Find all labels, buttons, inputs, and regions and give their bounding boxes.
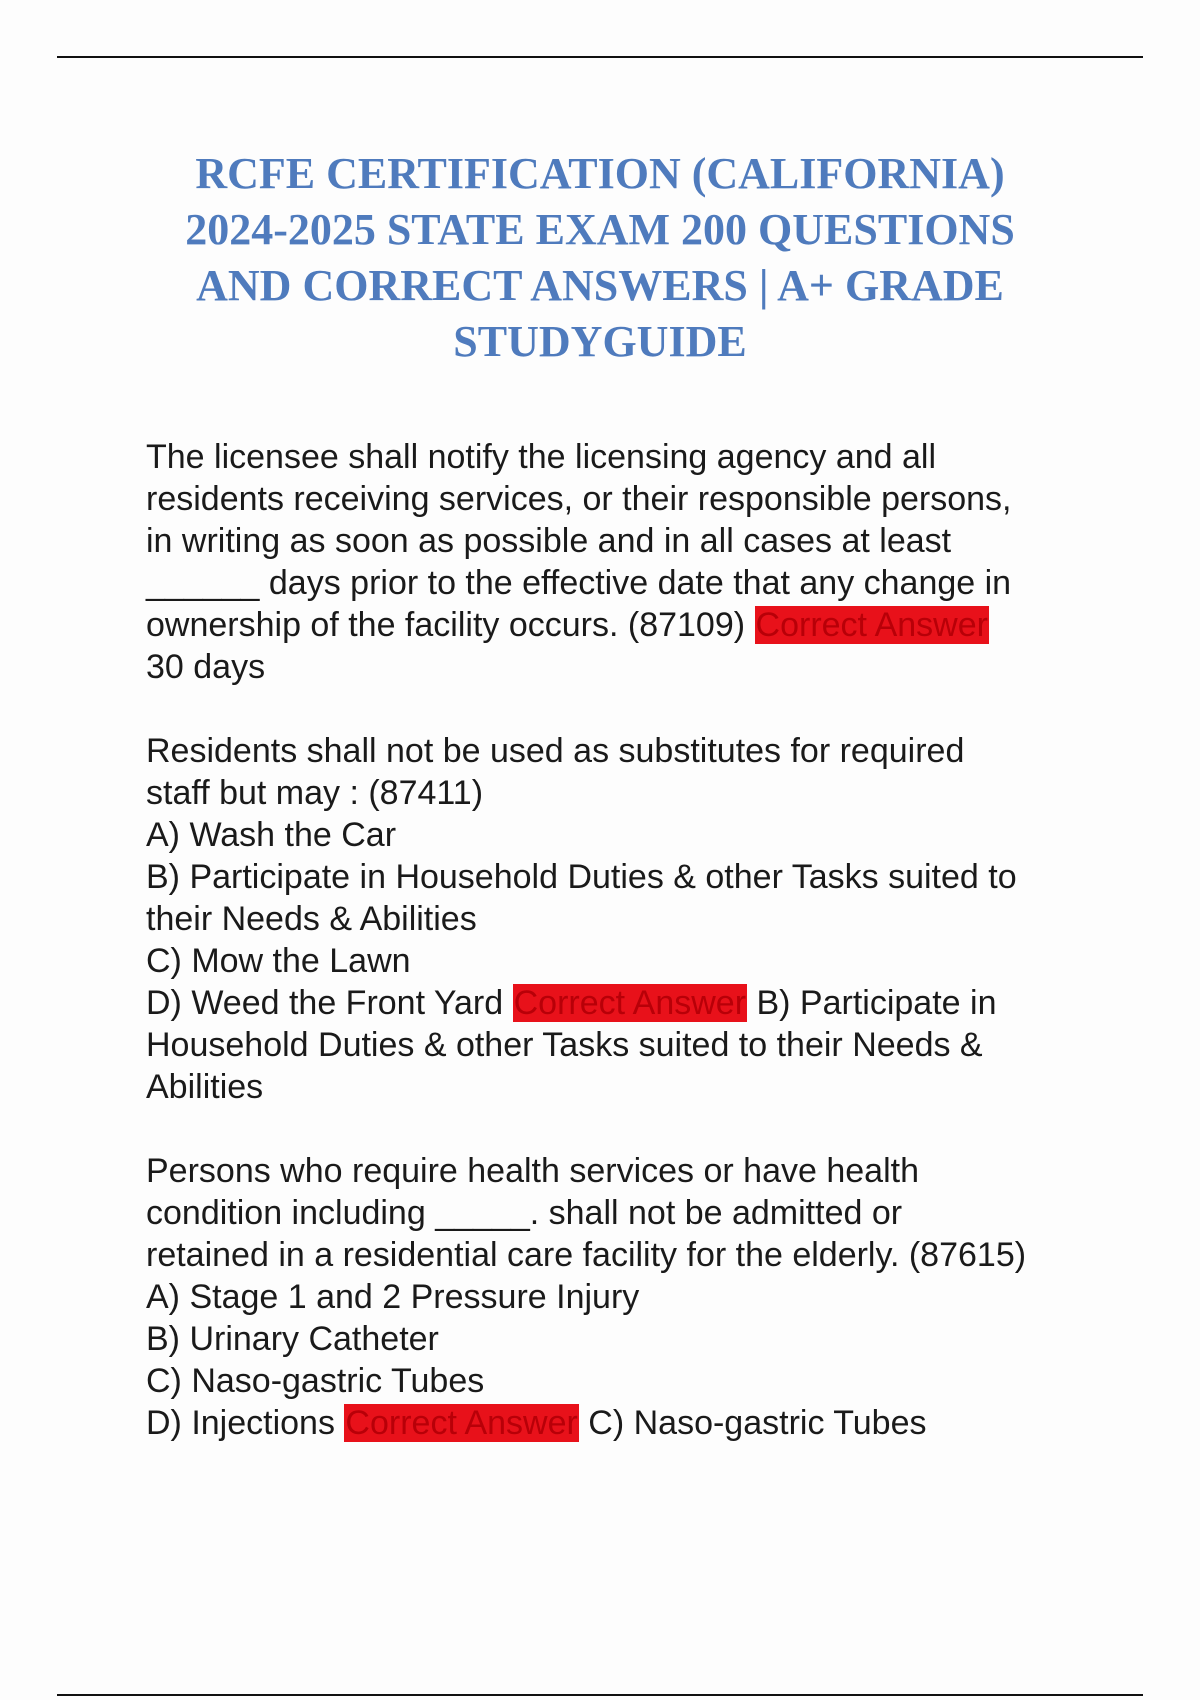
question-text: ownership of the facility occurs. (87109) xyxy=(146,606,746,644)
question-text-line: ______ days prior to the effective date that any change in xyxy=(146,564,1012,602)
question-1 xyxy=(146,436,1106,688)
answer-text: Abilities xyxy=(146,1068,264,1106)
top-rule xyxy=(57,56,1143,58)
option-b-cont: their Needs & Abilities xyxy=(146,900,477,938)
option-b: B) Urinary Catheter xyxy=(146,1320,439,1358)
correct-answer-label: Correct Answer xyxy=(345,1404,578,1442)
question-text-line: The licensee shall notify the licensing agency and all xyxy=(146,438,937,476)
correct-answer-label: Correct Answer xyxy=(755,606,988,644)
title-line: 2024-2025 STATE EXAM 200 QUESTIONS xyxy=(185,205,1015,254)
option-c: C) Naso-gastric Tubes xyxy=(146,1362,485,1400)
question-text-line: Residents shall not be used as substitutes for required xyxy=(146,732,965,770)
option-d: D) Weed the Front Yard xyxy=(146,984,504,1022)
question-text-line: staff but may : (87411) xyxy=(146,774,484,812)
option-c: C) Mow the Lawn xyxy=(146,942,411,980)
question-text-line: retained in a residential care facility for the elderly. (87615) xyxy=(146,1236,1027,1274)
question-3 xyxy=(146,1150,1106,1444)
question-text-line: residents receiving services, or their responsible persons, xyxy=(146,480,1012,518)
question-last-line xyxy=(146,604,1106,646)
title-line: RCFE CERTIFICATION (CALIFORNIA) xyxy=(195,149,1005,198)
question-text-line: Persons who require health services or have health xyxy=(146,1152,919,1190)
question-text-line: condition including _____. shall not be admitted or xyxy=(146,1194,903,1232)
document-title xyxy=(120,146,1080,370)
option-b: B) Participate in Household Duties & other Tasks suited to xyxy=(146,858,1017,896)
option-d: D) Injections xyxy=(146,1404,335,1442)
question-text-line: in writing as soon as possible and in all cases at least xyxy=(146,522,952,560)
correct-answer-label: Correct Answer xyxy=(513,984,747,1022)
question-last-line xyxy=(146,1402,1106,1444)
answer-text: 30 days xyxy=(146,648,266,686)
question-2 xyxy=(146,730,1106,1108)
option-a: A) Stage 1 and 2 Pressure Injury xyxy=(146,1278,640,1316)
bottom-rule xyxy=(57,1694,1143,1696)
answer-text: B) Participate in xyxy=(756,984,997,1022)
option-a: A) Wash the Car xyxy=(146,816,397,854)
answer-text: C) Naso-gastric Tubes xyxy=(588,1404,927,1442)
answer-text: Household Duties & other Tasks suited to their Needs & xyxy=(146,1026,983,1064)
title-line: AND CORRECT ANSWERS | A+ GRADE xyxy=(196,261,1004,310)
question-list xyxy=(146,436,1106,1486)
title-line: STUDYGUIDE xyxy=(453,317,747,366)
question-last-line xyxy=(146,982,1106,1024)
